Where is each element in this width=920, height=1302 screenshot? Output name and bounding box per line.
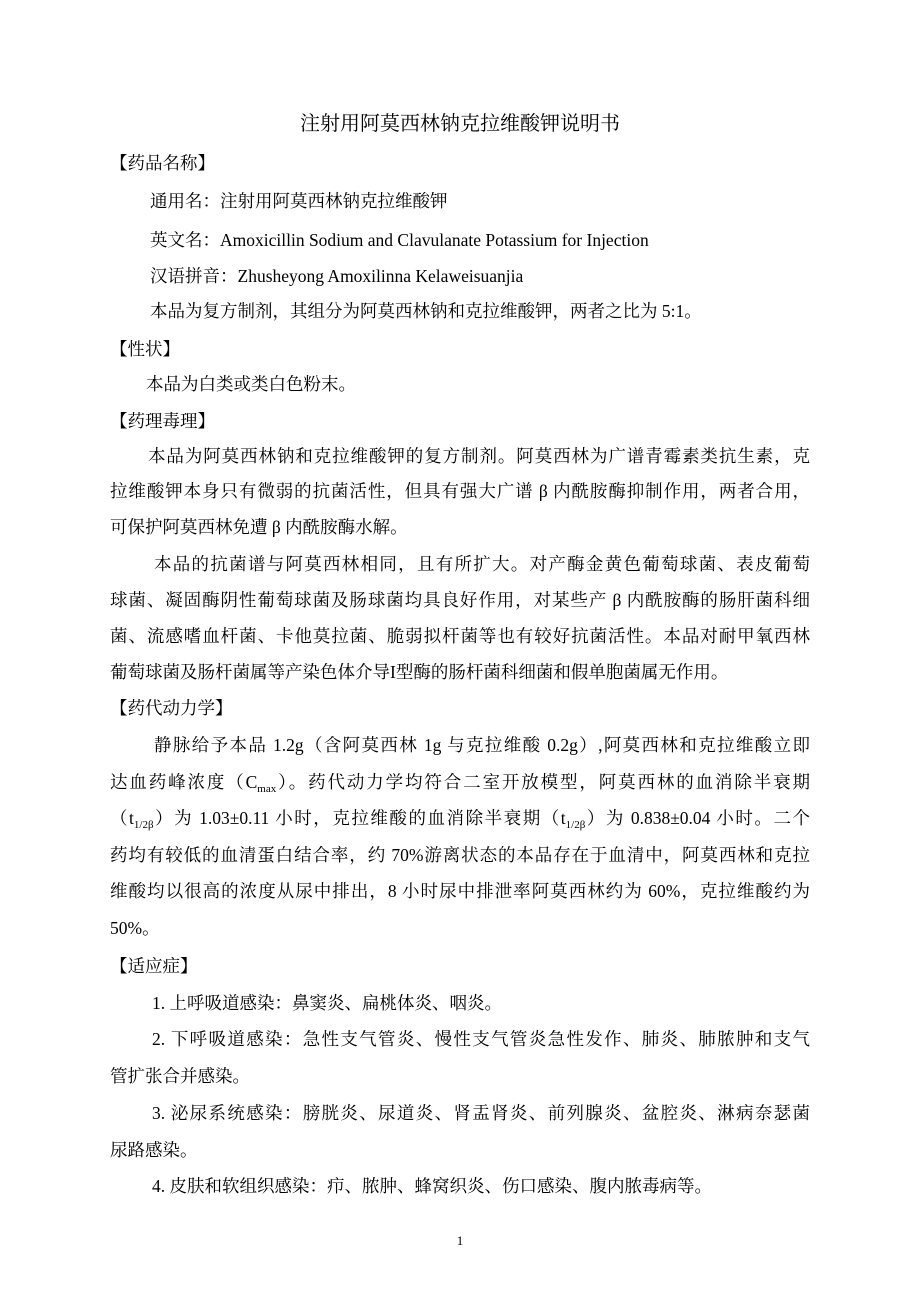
- text-segment: ）为 0.838±0.04 小时。二个: [585, 808, 810, 828]
- appearance-text: 本品为白类或类白色粉末。: [146, 374, 356, 394]
- paragraph-line: [110, 807, 810, 829]
- paragraph-line: 药均有较低的血清蛋白结合率，约 70%游离状态的本品存在于血清中，阿莫西林和克拉: [110, 845, 810, 865]
- paragraph-line: 葡萄球菌及肠杆菌属等产染色体介导I型酶的肠杆菌科细菌和假单胞菌属无作用。: [110, 662, 729, 682]
- paragraph-line: 本品为阿莫西林钠和克拉维酸钾的复方制剂。阿莫西林为广谱青霉素类抗生素，克: [148, 446, 810, 466]
- section-heading-pharmacology: 【药理毒理】: [110, 411, 215, 431]
- paragraph-line: 本品的抗菌谱与阿莫西林相同，且有所扩大。对产酶金黄色葡萄球菌、表皮葡萄: [154, 554, 810, 574]
- paragraph-line: 拉维酸钾本身只有微弱的抗菌活性，但具有强大广谱 β 内酰胺酶抑制作用，两者合用，: [110, 481, 810, 501]
- indication-item: 3. 泌尿系统感染：膀胱炎、尿道炎、肾盂肾炎、前列腺炎、盆腔炎、淋病奈瑟菌: [152, 1103, 810, 1123]
- indication-item: 2. 下呼吸道感染：急性支气管炎、慢性支气管炎急性发作、肺炎、肺脓肿和支气: [152, 1029, 810, 1049]
- section-heading-pharmacokinetics: 【药代动力学】: [110, 698, 233, 718]
- subscript: max: [257, 783, 277, 795]
- indication-item: 4. 皮肤和软组织感染：疖、脓肿、蜂窝织炎、伤口感染、腹内脓毒病等。: [152, 1176, 712, 1196]
- paragraph-line: 维酸均以很高的浓度从尿中排出，8 小时尿中排泄率阿莫西林约为 60%，克拉维酸约为: [110, 881, 810, 901]
- section-heading-name: 【药品名称】: [110, 153, 215, 173]
- composition-text: 本品为复方制剂，其组分为阿莫西林钠和克拉维酸钾，两者之比为 5:1。: [150, 301, 702, 321]
- section-heading-indications: 【适应症】: [110, 956, 198, 976]
- text-segment: 达血药峰浓度（C: [110, 772, 258, 792]
- text-segment: ）为 1.03±0.11 小时，克拉维酸的血消除半衰期（t: [153, 808, 566, 828]
- indication-item: 1. 上呼吸道感染：鼻窦炎、扁桃体炎、咽炎。: [152, 993, 502, 1013]
- generic-name: 通用名：注射用阿莫西林钠克拉维酸钾: [150, 191, 448, 211]
- paragraph-line: 静脉给予本品 1.2g（含阿莫西林 1g 与克拉维酸 0.2g）,阿莫西林和克拉维酸立即: [154, 735, 810, 755]
- text-segment: （t: [110, 808, 134, 828]
- page-number: 1: [456, 1233, 464, 1248]
- english-name: 英文名：Amoxicillin Sodium and Clavulanate Potassium for Injection: [150, 230, 649, 250]
- section-heading-appearance: 【性状】: [110, 339, 180, 359]
- indication-item-continued: 尿路感染。: [110, 1140, 198, 1160]
- indication-item-continued: 管扩张合并感染。: [110, 1066, 250, 1086]
- paragraph-line: 可保护阿莫西林免遭 β 内酰胺酶水解。: [110, 517, 408, 537]
- paragraph-line: [110, 771, 810, 793]
- subscript: 1/2β: [565, 819, 586, 831]
- pinyin-name: 汉语拼音：Zhusheyong Amoxilinna Kelaweisuanjia: [150, 266, 524, 286]
- subscript: 1/2β: [133, 819, 154, 831]
- document-title: 注射用阿莫西林钠克拉维酸钾说明书: [300, 113, 620, 135]
- paragraph-line: 50%。: [110, 918, 160, 938]
- paragraph-line: 菌、流感嗜血杆菌、卡他莫拉菌、脆弱拟杆菌等也有较好抗菌活性。本品对耐甲氧西林: [110, 626, 810, 646]
- paragraph-line: 球菌、凝固酶阴性葡萄球菌及肠球菌均具良好作用，对某些产 β 内酰胺酶的肠肝菌科细: [110, 590, 810, 610]
- text-segment: ）。药代动力学均符合二室开放模型，阿莫西林的血消除半衰期: [276, 772, 810, 792]
